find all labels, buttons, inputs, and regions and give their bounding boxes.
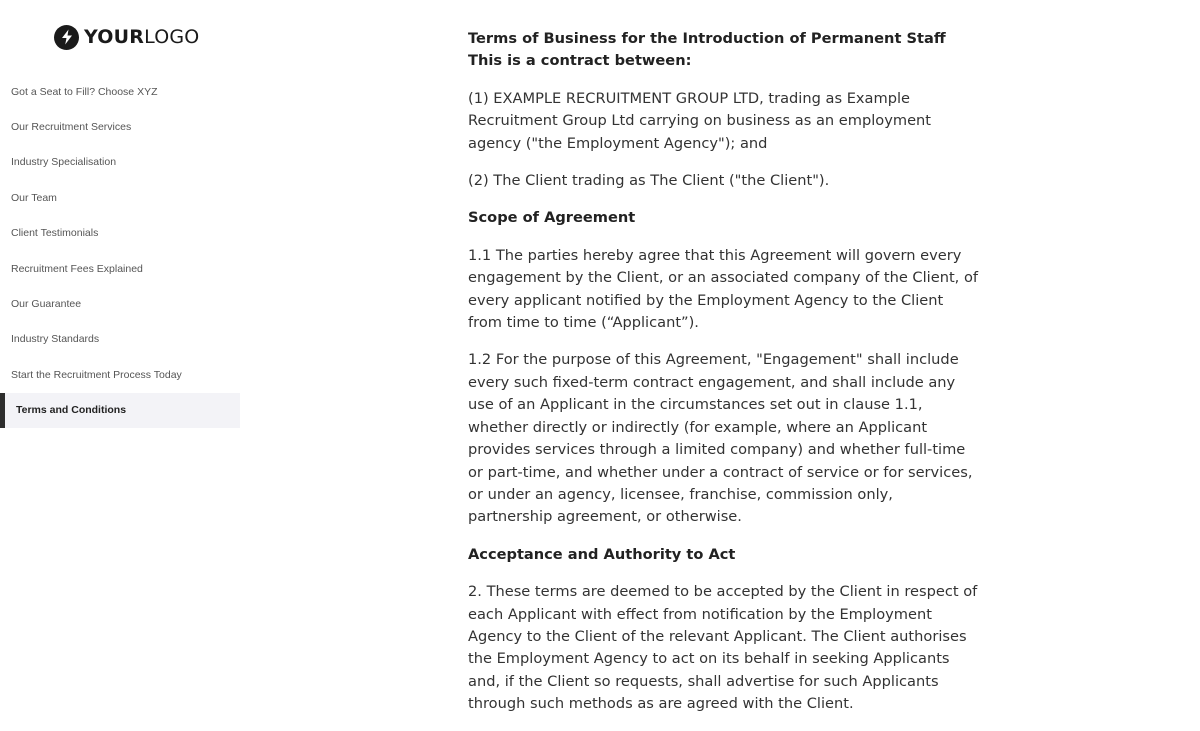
document-content [468,28,980,731]
logo[interactable] [54,24,199,50]
logo-text-light: LOGO [144,26,200,48]
document-title: Terms of Business for the Introduction of Permanent Staff [468,30,946,47]
sidebar-item-terms-and-conditions[interactable]: Terms and Conditions [0,393,240,428]
sidebar-item-industry-specialisation[interactable]: Industry Specialisation [11,156,117,169]
scope-heading: Scope of Agreement [468,209,636,227]
acceptance-heading: Acceptance and Authority to Act [468,545,736,563]
clause-1-2-paragraph: 1.2 For the purpose of this Agreement, "Engagement" shall include every such fixed-term contract engagement, and shall include any use of an Applicant in the circumstances set out in clause 1.1, whether directly or indirectly (for example, where an Applicant provides services through a limited company) and whether full-time or part-time, and whether under a contract of service or for services, or under an agency, licensee, franchise, commission only, partnership agreement, or otherwise. [468,351,973,526]
lightning-bolt-icon [54,25,79,50]
sidebar-item-recruitment-services[interactable]: Our Recruitment Services [11,121,132,134]
sidebar-item-industry-standards[interactable]: Industry Standards [11,333,100,346]
sidebar [0,0,240,703]
document-subtitle: This is a contract between: [468,52,692,70]
logo-text [84,24,199,50]
sidebar-item-our-guarantee[interactable]: Our Guarantee [11,298,82,311]
party-2-paragraph: (2) The Client trading as The Client ("the Client"). [468,172,830,190]
party-1-paragraph: (1) EXAMPLE RECRUITMENT GROUP LTD, trading as Example Recruitment Group Ltd carrying on business as an employment agency ("the Employment Agency"); and [468,89,932,152]
sidebar-item-client-testimonials[interactable]: Client Testimonials [11,227,99,240]
logo-text-bold: YOUR [84,26,145,48]
clause-1-1-paragraph: 1.1 The parties hereby agree that this Agreement will govern every engagement by the Client, or an associated company of the Client, of every applicant notified by the Employment Agency to the Client from time to time (“Applicant”). [468,246,979,332]
sidebar-item-our-team[interactable]: Our Team [11,191,57,204]
sidebar-nav [0,74,240,428]
sidebar-item-got-a-seat[interactable]: Got a Seat to Fill? Choose XYZ [11,85,158,98]
sidebar-item-recruitment-fees[interactable]: Recruitment Fees Explained [11,262,143,275]
sidebar-item-start-process[interactable]: Start the Recruitment Process Today [11,368,182,381]
clause-2-paragraph: 2. These terms are deemed to be accepted by the Client in respect of each Applicant with effect from notification by the Employment Agency to the Client of the relevant Applicant. The Client authorises the Employment Agency to act on its behalf in seeking Applicants and, if the Client so requests, shall advertise for such Applicants through such methods as are agreed with the Client. [468,583,978,713]
document-title-block [468,28,980,73]
